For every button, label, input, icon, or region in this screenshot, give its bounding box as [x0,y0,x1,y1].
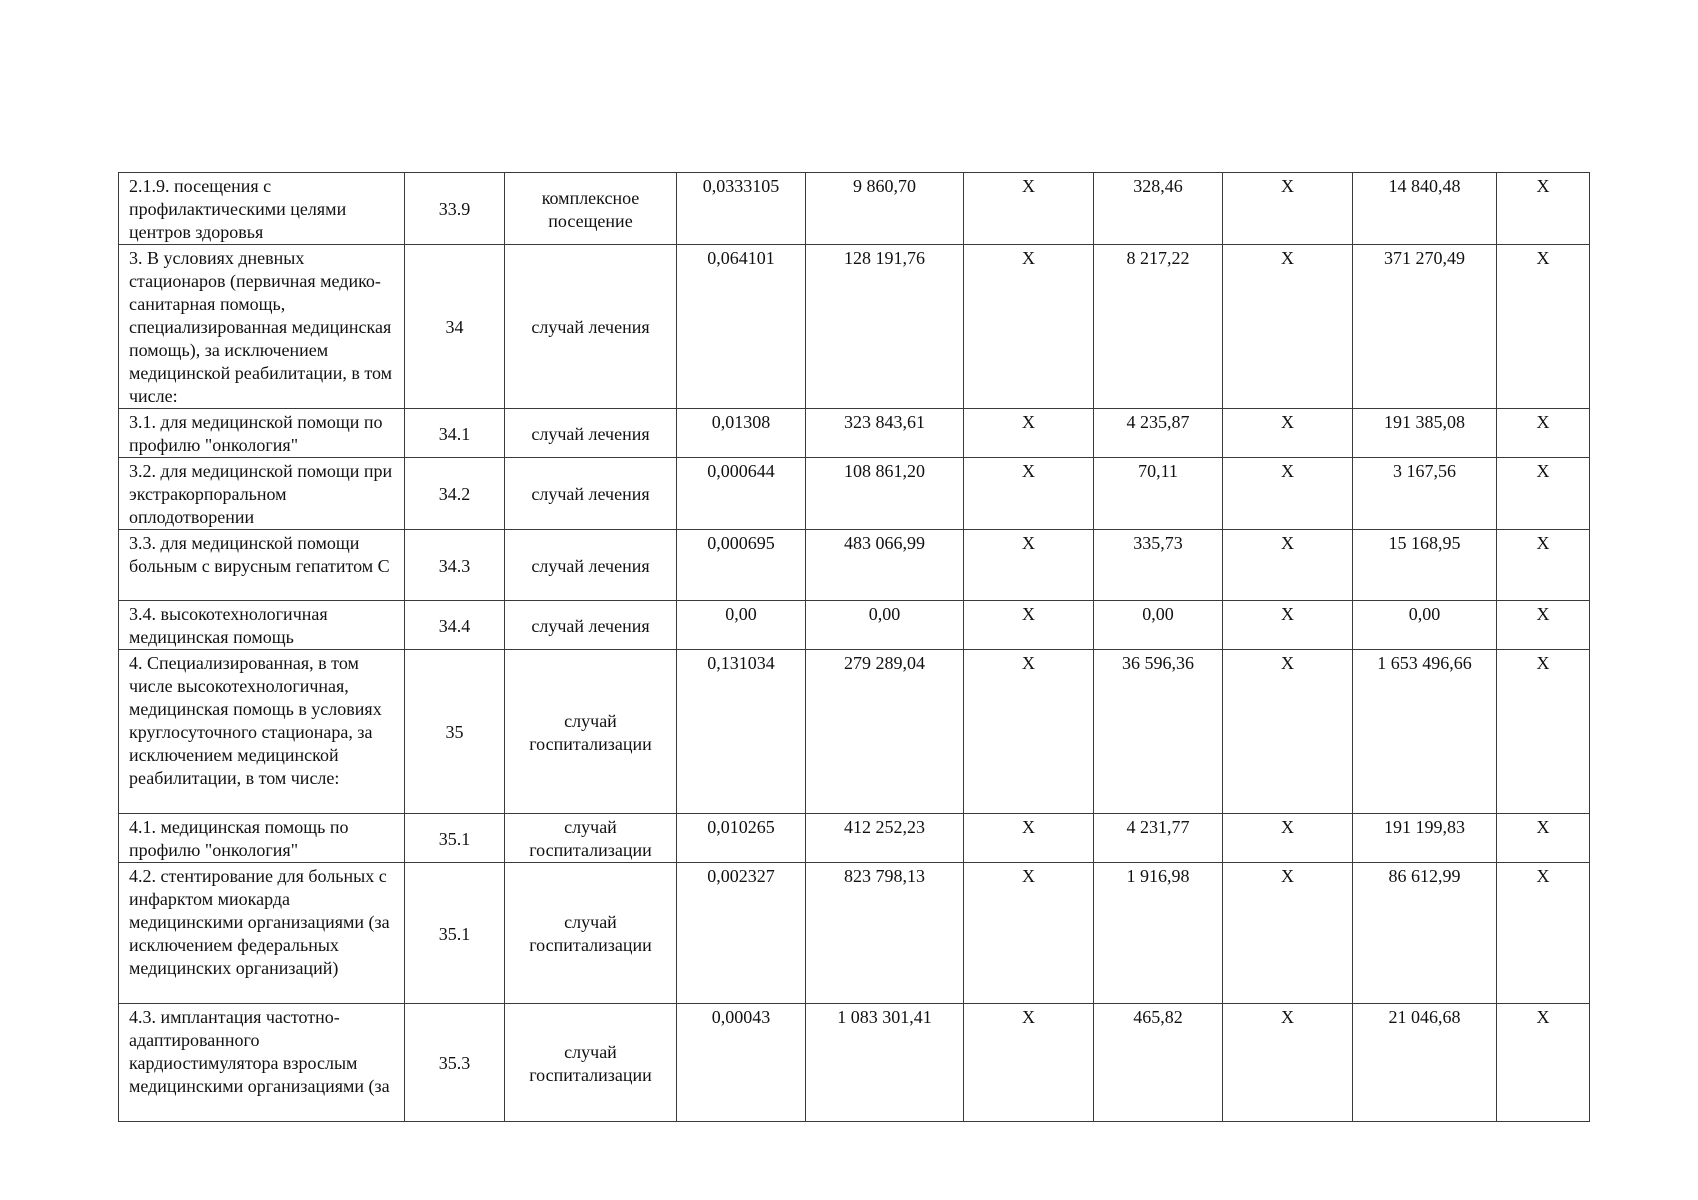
cell-x-2: X [1223,458,1353,530]
row-unit: случай госпитализации [505,863,677,1004]
row-unit: случай лечения [505,601,677,650]
cell-x-2: X [1223,650,1353,814]
cell-x-1: X [964,863,1094,1004]
cell-x-3: X [1497,650,1590,814]
cell-value-4: 21 046,68 [1353,1004,1497,1122]
row-unit: случай лечения [505,245,677,409]
cell-x-3: X [1497,814,1590,863]
row-unit: случай лечения [505,458,677,530]
row-description: 3.3. для медицинской помощи больным с вирусным гепатитом С [119,530,405,601]
cell-value-4: 371 270,49 [1353,245,1497,409]
cell-value-1: 0,000695 [677,530,806,601]
cell-x-2: X [1223,1004,1353,1122]
cell-x-1: X [964,814,1094,863]
cell-value-2: 279 289,04 [806,650,964,814]
cell-x-1: X [964,245,1094,409]
cell-value-4: 86 612,99 [1353,863,1497,1004]
table-row [119,1004,1590,1122]
table-row [119,650,1590,814]
row-code: 34 [405,245,505,409]
cell-x-3: X [1497,173,1590,245]
cell-value-2: 823 798,13 [806,863,964,1004]
cell-x-2: X [1223,530,1353,601]
cell-value-2: 412 252,23 [806,814,964,863]
cell-value-3: 36 596,36 [1094,650,1223,814]
row-code: 34.1 [405,409,505,458]
cell-value-1: 0,000644 [677,458,806,530]
cell-value-4: 191 199,83 [1353,814,1497,863]
cell-value-1: 0,131034 [677,650,806,814]
row-description: 3.4. высокотехнологичная медицинская помощь [119,601,405,650]
cell-x-1: X [964,1004,1094,1122]
cell-value-3: 1 916,98 [1094,863,1223,1004]
row-description: 3.2. для медицинской помощи при экстракорпоральном оплодотворении [119,458,405,530]
row-code: 34.3 [405,530,505,601]
cell-value-1: 0,00043 [677,1004,806,1122]
cell-x-1: X [964,650,1094,814]
cell-value-2: 108 861,20 [806,458,964,530]
cell-x-1: X [964,458,1094,530]
row-code: 35 [405,650,505,814]
cell-x-2: X [1223,245,1353,409]
row-unit: случай госпитализации [505,650,677,814]
row-code: 35.1 [405,863,505,1004]
cell-x-3: X [1497,863,1590,1004]
row-code: 35.3 [405,1004,505,1122]
row-description: 4.1. медицинская помощь по профилю "онкология" [119,814,405,863]
row-description: 3. В условиях дневных стационаров (первичная медико-санитарная помощь, специализированная медицинская помощь), за исключением медицинской реабилитации, в том числе: [119,245,405,409]
cell-value-4: 14 840,48 [1353,173,1497,245]
cell-x-3: X [1497,530,1590,601]
cell-x-2: X [1223,601,1353,650]
cell-x-3: X [1497,458,1590,530]
row-code: 34.2 [405,458,505,530]
row-code: 35.1 [405,814,505,863]
cell-value-1: 0,002327 [677,863,806,1004]
cell-value-4: 1 653 496,66 [1353,650,1497,814]
cell-value-1: 0,064101 [677,245,806,409]
cell-value-2: 483 066,99 [806,530,964,601]
cell-value-3: 465,82 [1094,1004,1223,1122]
cell-value-3: 4 235,87 [1094,409,1223,458]
cell-x-3: X [1497,601,1590,650]
cell-value-3: 0,00 [1094,601,1223,650]
cell-value-4: 191 385,08 [1353,409,1497,458]
cell-value-1: 0,0333105 [677,173,806,245]
cell-x-2: X [1223,173,1353,245]
cell-value-1: 0,010265 [677,814,806,863]
row-unit: случай госпитализации [505,814,677,863]
cell-x-2: X [1223,409,1353,458]
table-row [119,245,1590,409]
table-row [119,601,1590,650]
cell-x-3: X [1497,245,1590,409]
table-row [119,409,1590,458]
table-row [119,458,1590,530]
cell-value-4: 0,00 [1353,601,1497,650]
table-row [119,814,1590,863]
cell-x-3: X [1497,1004,1590,1122]
row-description: 2.1.9. посещения с профилактическими целями центров здоровья [119,173,405,245]
cell-x-2: X [1223,814,1353,863]
cell-value-3: 328,46 [1094,173,1223,245]
row-description: 4. Специализированная, в том числе высокотехнологичная, медицинская помощь в условиях круглосуточного стационара, за исключением медицинской реабилитации, в том числе: [119,650,405,814]
row-code: 34.4 [405,601,505,650]
cell-value-4: 3 167,56 [1353,458,1497,530]
row-unit: случай госпитализации [505,1004,677,1122]
row-unit: комплексное посещение [505,173,677,245]
cell-value-2: 323 843,61 [806,409,964,458]
row-unit: случай лечения [505,409,677,458]
cell-value-2: 9 860,70 [806,173,964,245]
row-description: 4.2. стентирование для больных с инфарктом миокарда медицинскими организациями (за исключением федеральных медицинских организаций) [119,863,405,1004]
cell-x-2: X [1223,863,1353,1004]
cell-value-4: 15 168,95 [1353,530,1497,601]
cell-value-1: 0,01308 [677,409,806,458]
cell-value-2: 0,00 [806,601,964,650]
cell-value-3: 335,73 [1094,530,1223,601]
table-row [119,530,1590,601]
cell-x-3: X [1497,409,1590,458]
cell-x-1: X [964,409,1094,458]
table-body [119,173,1590,1122]
financing-table [118,172,1590,1122]
cell-value-3: 70,11 [1094,458,1223,530]
cell-value-3: 4 231,77 [1094,814,1223,863]
table-row [119,863,1590,1004]
row-description: 4.3. имплантация частотно-адаптированного кардиостимулятора взрослым медицинскими организациями (за [119,1004,405,1122]
table-row [119,173,1590,245]
row-description: 3.1. для медицинской помощи по профилю "онкология" [119,409,405,458]
row-code: 33.9 [405,173,505,245]
cell-value-2: 1 083 301,41 [806,1004,964,1122]
cell-x-1: X [964,601,1094,650]
cell-value-3: 8 217,22 [1094,245,1223,409]
row-unit: случай лечения [505,530,677,601]
cell-x-1: X [964,530,1094,601]
cell-x-1: X [964,173,1094,245]
cell-value-2: 128 191,76 [806,245,964,409]
cell-value-1: 0,00 [677,601,806,650]
